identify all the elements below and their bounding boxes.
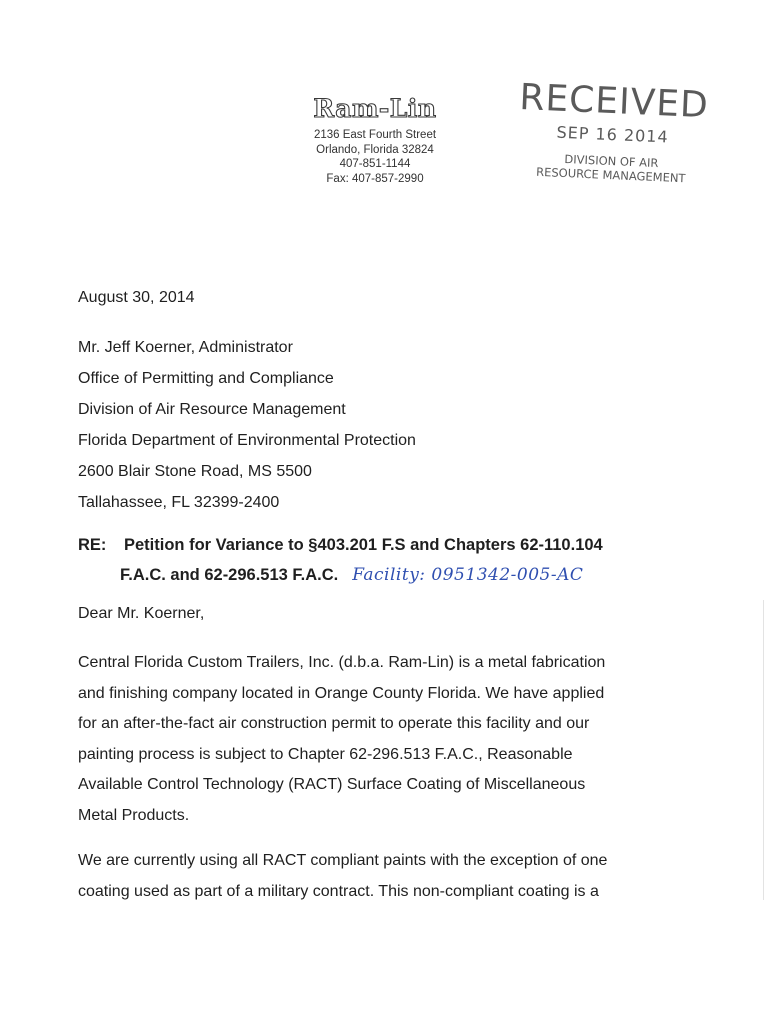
paragraph-line: coating used as part of a military contract. This non-compliant coating is a [78,882,599,900]
stamp-division: DIVISION OF AIR [564,152,659,171]
paragraph-line: painting process is subject to Chapter 62-296.513 F.A.C., Reasonable [78,745,573,763]
recipient-department: Florida Department of Environmental Protection [78,432,416,449]
paragraph-line: We are currently using all RACT compliant paints with the exception of one [78,852,608,869]
subject-text-line1: Petition for Variance to §403.201 F.S and Chapters 62-110.104 [124,536,603,554]
salutation: Dear Mr. Koerner, [78,605,205,622]
subject-line [78,530,603,590]
letterhead-street: 2136 East Fourth Street [313,129,437,141]
recipient-street: 2600 Blair Stone Road, MS 5500 [78,463,312,480]
paragraph-1 [78,648,678,831]
letterhead-phone: 407-851-1144 [339,158,411,170]
paragraph-2 [78,846,678,907]
recipient-name: Mr. Jeff Koerner, Administrator [78,339,293,356]
letter-date: August 30, 2014 [78,289,195,306]
paragraph-line: Available Control Technology (RACT) Surface Coating of Miscellaneous [78,776,586,793]
paragraph-line: Central Florida Custom Trailers, Inc. (d.b.a. Ram-Lin) is a metal fabrication [78,654,606,671]
stamp-department: RESOURCE MANAGEMENT [535,164,686,186]
letterhead-city: Orlando, Florida 32824 [316,143,434,156]
paragraph-line: and finishing company located in Orange County Florida. We have applied [78,684,605,702]
recipient-address [78,332,416,518]
subject-label: RE: [78,536,107,554]
stamp-date: SEP 16 2014 [556,122,670,147]
letterhead [288,94,462,186]
subject-text-line2: F.A.C. and 62-296.513 F.A.C. [120,566,339,584]
stamp-title: RECEIVED [518,77,710,127]
recipient-division: Division of Air Resource Management [78,401,346,418]
paragraph-line: Metal Products. [78,806,190,824]
handwritten-facility-note: Facility: 0951342-005-AC [352,565,584,585]
recipient-city: Tallahassee, FL 32399-2400 [78,494,280,511]
recipient-office: Office of Permitting and Compliance [78,370,334,387]
letterhead-fax: Fax: 407-857-2990 [326,172,424,185]
paragraph-line: for an after-the-fact air construction permit to operate this facility and our [78,715,590,732]
company-logo: Ram-Lin [313,94,437,123]
scan-edge-line [763,600,764,900]
received-stamp [516,78,710,186]
